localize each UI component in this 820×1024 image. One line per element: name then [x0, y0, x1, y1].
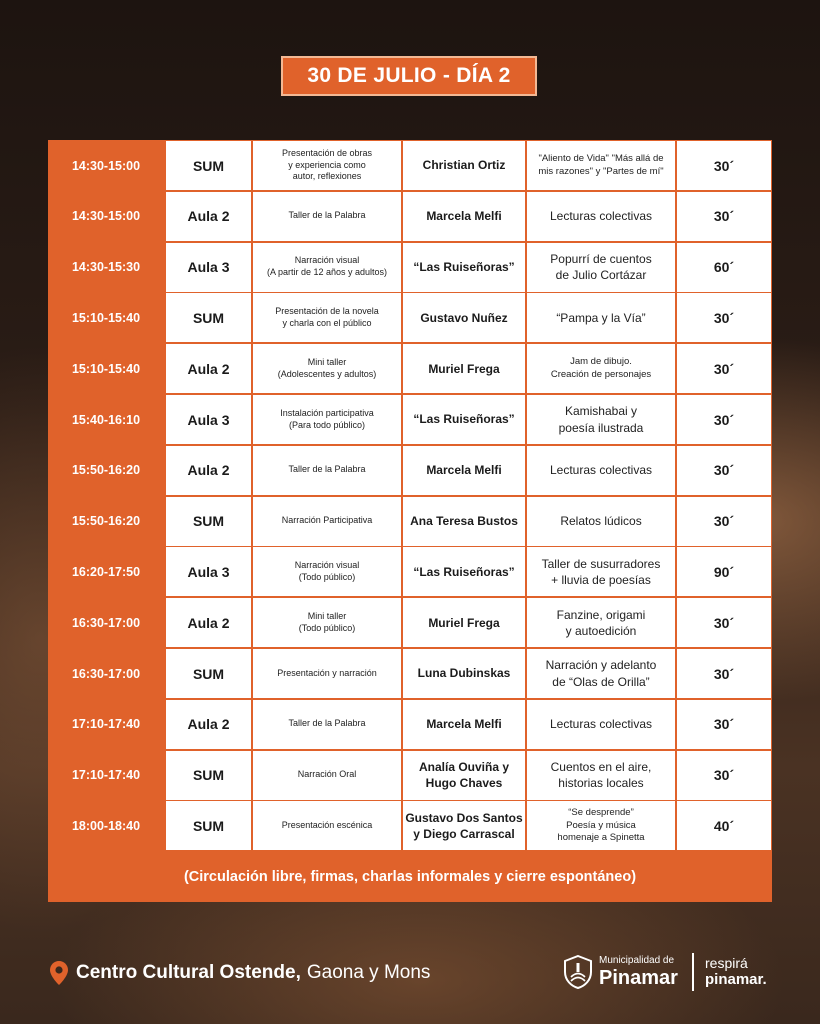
activity-cell-text: Narración visual (Todo público)	[294, 560, 360, 582]
duration-cell: 30´	[677, 598, 771, 647]
work-cell	[527, 751, 675, 800]
time-cell: 15:50-16:20	[71, 463, 141, 478]
work-cell	[527, 141, 675, 190]
table-row	[48, 497, 772, 546]
activity-cell-text: Presentación de obras y experiencia como autor, reflexiones	[281, 147, 373, 182]
duration-cell: 60´	[677, 243, 771, 292]
municipality-logo	[563, 950, 678, 994]
duration-cell: 30´	[677, 497, 771, 546]
duration-cell: 30´	[677, 395, 771, 444]
room-cell: SUM	[166, 751, 251, 800]
room-cell: SUM	[166, 141, 251, 190]
activity-cell-text: Narración visual (A partir de 12 años y adultos)	[266, 255, 388, 278]
activity-cell	[253, 751, 401, 800]
activity-cell	[253, 192, 401, 241]
author-cell-text: “Las Ruiseñoras”	[413, 564, 515, 579]
work-cell-text: Fanzine, origami y autoedición	[556, 607, 646, 638]
table-row	[48, 547, 772, 596]
page-title: 30 DE JULIO - DÍA 2	[281, 56, 537, 96]
author-cell	[403, 243, 525, 292]
room-cell: Aula 2	[166, 598, 251, 647]
duration-cell: 40´	[677, 801, 771, 850]
room-cell: Aula 2	[166, 446, 251, 495]
municipality-label: Municipalidad de	[599, 955, 675, 966]
work-cell-text: Lecturas colectivas	[549, 717, 653, 732]
activity-cell-text: Mini taller (Todo público)	[298, 611, 356, 633]
author-cell	[403, 700, 525, 749]
respira-pinamar-logo	[705, 956, 767, 987]
time-cell: 14:30-15:30	[71, 260, 141, 275]
activity-cell	[253, 293, 401, 342]
author-cell-text: Luna Dubinskas	[417, 666, 511, 681]
table-row	[48, 192, 772, 241]
time-cell: 15:50-16:20	[71, 514, 141, 529]
room-cell: Aula 2	[166, 344, 251, 393]
room-cell: Aula 2	[166, 700, 251, 749]
table-row	[48, 700, 772, 749]
table-row	[48, 649, 772, 698]
work-cell	[527, 547, 675, 596]
activity-cell-text: Mini taller (Adolescentes y adultos)	[277, 357, 377, 379]
activity-cell	[253, 243, 401, 292]
venue-name: Centro Cultural Ostende,	[76, 962, 301, 983]
activity-cell-text: Narración Participativa	[281, 515, 373, 526]
table-row	[48, 446, 772, 495]
duration-cell: 30´	[677, 344, 771, 393]
time-cell: 16:30-17:00	[71, 615, 141, 630]
time-cell: 15:10-15:40	[71, 361, 141, 376]
time-cell: 16:30-17:00	[71, 666, 141, 681]
work-cell	[527, 293, 675, 342]
respira-line1: respirá	[705, 955, 748, 971]
work-cell-text: Taller de susurradores + lluvia de poesías	[541, 556, 661, 587]
author-cell	[403, 751, 525, 800]
activity-cell-text: Presentación escénica	[281, 820, 373, 831]
author-cell	[403, 141, 525, 190]
work-cell	[527, 649, 675, 698]
work-cell	[527, 446, 675, 495]
work-cell	[527, 801, 675, 850]
activity-cell-text: Taller de la Palabra	[288, 718, 366, 729]
author-cell-text: Gustavo Nuñez	[420, 310, 508, 325]
activity-cell	[253, 497, 401, 546]
author-cell	[403, 395, 525, 444]
activity-cell	[253, 598, 401, 647]
author-cell	[403, 344, 525, 393]
room-cell: Aula 3	[166, 395, 251, 444]
activity-cell-text: Presentación y narración	[277, 667, 377, 678]
duration-cell: 30´	[677, 700, 771, 749]
activity-cell	[253, 446, 401, 495]
work-cell-text: Kamishabai y poesía ilustrada	[558, 404, 644, 435]
schedule-footnote: (Circulación libre, firmas, charlas informales y cierre espontáneo)	[183, 869, 637, 885]
activity-cell-text: Taller de la Palabra	[288, 210, 366, 221]
work-cell	[527, 497, 675, 546]
activity-cell	[253, 547, 401, 596]
duration-cell: 30´	[677, 649, 771, 698]
room-cell: SUM	[166, 801, 251, 850]
location-pin-icon	[50, 961, 68, 985]
municipality-name: Pinamar	[599, 967, 678, 989]
activity-cell	[253, 801, 401, 850]
author-cell-text: Marcela Melfi	[426, 209, 502, 224]
author-cell-text: “Las Ruiseñoras”	[413, 412, 515, 427]
work-cell-text: Relatos lúdicos	[560, 514, 642, 528]
table-row	[48, 344, 772, 393]
room-cell: Aula 3	[166, 243, 251, 292]
room-cell: SUM	[166, 497, 251, 546]
author-cell	[403, 293, 525, 342]
activity-cell	[253, 395, 401, 444]
duration-cell: 90´	[677, 547, 771, 596]
author-cell-text: Christian Ortiz	[422, 158, 506, 173]
work-cell-text: Lecturas colectivas	[549, 209, 653, 224]
respira-line2: pinamar.	[705, 971, 767, 988]
author-cell	[403, 446, 525, 495]
work-cell-text: Lecturas colectivas	[549, 463, 653, 478]
author-cell	[403, 649, 525, 698]
author-cell-text: Muriel Frega	[428, 361, 500, 376]
author-cell	[403, 598, 525, 647]
author-cell-text: Gustavo Dos Santos y Diego Carrascal	[405, 810, 523, 841]
room-cell: SUM	[166, 649, 251, 698]
author-cell	[403, 192, 525, 241]
venue	[50, 958, 430, 988]
work-cell-text: “Se desprende” Poesía y música homenaje a Spinetta	[557, 807, 645, 844]
work-cell	[527, 700, 675, 749]
duration-cell: 30´	[677, 751, 771, 800]
author-cell-text: Ana Teresa Bustos	[410, 514, 518, 528]
activity-cell	[253, 141, 401, 190]
table-row	[48, 751, 772, 800]
table-row	[48, 395, 772, 444]
activity-cell	[253, 344, 401, 393]
activity-cell-text: Presentación de la novela y charla con el público	[275, 306, 379, 328]
activity-cell-text: Instalación participativa (Para todo público)	[280, 407, 374, 430]
work-cell	[527, 598, 675, 647]
activity-cell-text: Taller de la Palabra	[288, 464, 366, 475]
time-cell: 15:40-16:10	[71, 412, 141, 427]
time-cell: 14:30-15:00	[71, 209, 141, 224]
municipal-seal-icon	[563, 955, 593, 989]
author-cell	[403, 497, 525, 546]
room-cell: Aula 3	[166, 547, 251, 596]
table-row	[48, 293, 772, 342]
schedule-table	[48, 140, 772, 902]
table-row	[48, 243, 772, 292]
work-cell-text: Popurrí de cuentos de Julio Cortázar	[550, 251, 652, 283]
work-cell-text: Narración y adelanto de “Olas de Orilla”	[545, 658, 657, 689]
work-cell-text: Cuentos en el aire, historias locales	[550, 759, 652, 791]
author-cell-text: Marcela Melfi	[426, 463, 502, 478]
logo-divider	[692, 953, 694, 991]
duration-cell: 30´	[677, 446, 771, 495]
duration-cell: 30´	[677, 293, 771, 342]
work-cell-text: "Aliento de Vida" "Más allá de mis razones" y "Partes de mí"	[538, 153, 664, 177]
work-cell	[527, 243, 675, 292]
author-cell	[403, 801, 525, 850]
author-cell-text: Marcela Melfi	[426, 717, 502, 732]
work-cell-text: Jam de dibujo. Creación de personajes	[550, 356, 652, 380]
author-cell-text: Analía Ouviña y Hugo Chaves	[418, 759, 510, 791]
room-cell: SUM	[166, 293, 251, 342]
activity-cell-text: Narración Oral	[297, 769, 357, 780]
work-cell	[527, 395, 675, 444]
table-row	[48, 801, 772, 850]
table-row	[48, 141, 772, 190]
work-cell	[527, 192, 675, 241]
time-cell: 15:10-15:40	[71, 310, 141, 325]
time-cell: 14:30-15:00	[71, 158, 141, 173]
duration-cell: 30´	[677, 141, 771, 190]
work-cell-text: “Pampa y la Vía”	[556, 310, 646, 325]
time-cell: 17:10-17:40	[71, 768, 141, 783]
author-cell	[403, 547, 525, 596]
time-cell: 17:10-17:40	[71, 717, 141, 732]
work-cell	[527, 344, 675, 393]
author-cell-text: Muriel Frega	[428, 615, 500, 630]
author-cell-text: “Las Ruiseñoras”	[413, 260, 515, 274]
time-cell: 18:00-18:40	[71, 818, 141, 833]
activity-cell	[253, 700, 401, 749]
room-cell: Aula 2	[166, 192, 251, 241]
time-cell: 16:20-17:50	[71, 564, 141, 579]
venue-address: Gaona y Mons	[306, 962, 431, 983]
activity-cell	[253, 649, 401, 698]
duration-cell: 30´	[677, 192, 771, 241]
table-row	[48, 598, 772, 647]
